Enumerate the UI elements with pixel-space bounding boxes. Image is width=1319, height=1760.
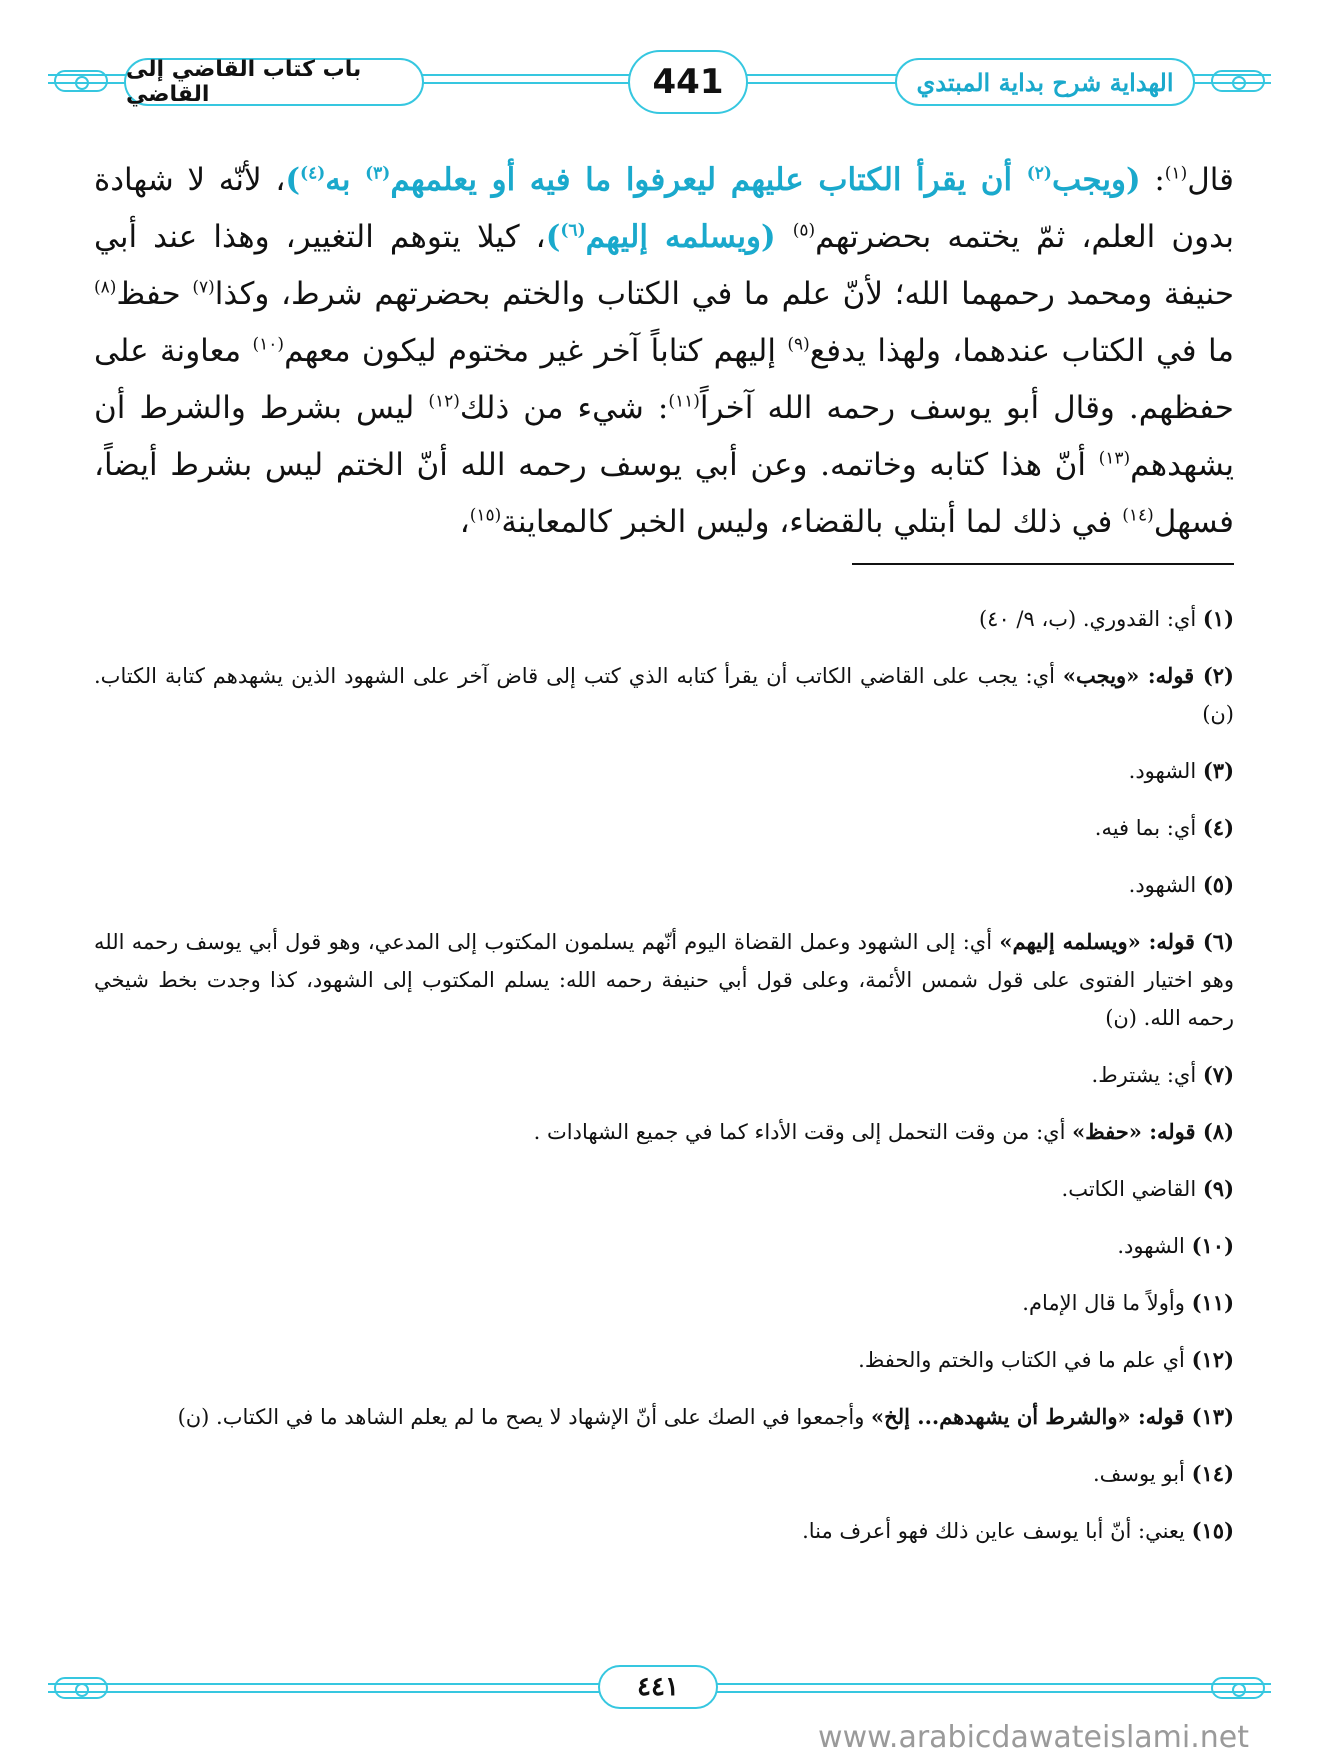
footnote [94, 1170, 1234, 1208]
matn-text: (ويسلمه إليهم [585, 219, 793, 255]
footnote-ref: (١٤) [1122, 505, 1154, 526]
footnote [94, 1398, 1234, 1436]
footnote [94, 752, 1234, 790]
footnote-text: أي: من وقت التحمل إلى وقت الأداء كما في جميع الشهادات . [533, 1120, 1073, 1144]
footnote-number: (٣) [1202, 758, 1234, 783]
footnote-text: الشهود. [1128, 759, 1203, 783]
website-watermark: www.arabicdawateislami.net [818, 1720, 1249, 1755]
footnote-lemma: قوله: «والشرط أن يشهدهم... إلخ» [871, 1404, 1192, 1429]
footnote-lemma: قوله: «حفظ» [1072, 1119, 1203, 1144]
footnote-ref: (٤) [300, 163, 326, 184]
footnote-number: (١٤) [1191, 1461, 1234, 1486]
footnote [94, 600, 1234, 638]
footnote-ref: (١٥) [469, 505, 502, 526]
ornament-icon [1211, 1677, 1265, 1699]
footnote-ref: (٨) [94, 277, 117, 298]
footnote-number: (٦) [1202, 929, 1235, 954]
text-run: أنّ هذا كتابه وخاتمه. وعن أبي يوسف رحمه الله أنّ الختم ليس بشرط أيضاً، فسهل [94, 447, 1234, 540]
footnote-text: أي: إلى الشهود وعمل القضاة اليوم أنّهم يسلمون المكتوب إلى المدعي، وهو قول أبي يوسف رحمه الله وهو اختيار الفتوى على قول شمس الأئمة، وعلى قول أبي حنيفة رحمه الله: يسلم المكتوب إلى الشهود، كذا وجدت بخط شيخي رحمه الله. (ن) [94, 930, 1234, 1030]
footnote [94, 1512, 1234, 1550]
matn-text: (ويجب [1051, 162, 1141, 198]
footnote-ref: (٢) [1026, 163, 1052, 184]
chapter-title: باب كتاب القاضي إلى القاضي [124, 58, 424, 106]
footnote-text: الشهود. [1128, 873, 1203, 897]
footnote-number: (٨) [1202, 1119, 1234, 1144]
footnote-number: (٥) [1202, 872, 1234, 897]
footnote-text: الشهود. [1117, 1234, 1192, 1258]
page-header [48, 48, 1271, 118]
footnotes [94, 600, 1234, 1569]
footnote [94, 1284, 1234, 1322]
text-run: معاونة على حفظهم. وقال أبو يوسف رحمه الله آخراً [94, 333, 1234, 426]
header-page-number: 441 [628, 50, 748, 114]
footnote [94, 1455, 1234, 1493]
text-run: ما في الكتاب عندهما، ولهذا يدفع [809, 333, 1234, 369]
footnote [94, 809, 1234, 847]
text-run: في ذلك لما أبتلي بالقضاء، وليس الخبر كالمعاينة [501, 504, 1123, 540]
footnote-number: (١٥) [1191, 1518, 1234, 1543]
footnote-ref: (١٠) [252, 334, 285, 355]
ornament-icon [1211, 70, 1265, 92]
text-run: حفظ [116, 276, 193, 312]
footnote-number: (١١) [1191, 1290, 1234, 1315]
footnote-lemma: قوله: «ويجب» [1062, 663, 1203, 688]
matn-text: أن يقرأ الكتاب عليهم ليعرفوا ما فيه أو يعلمهم [390, 162, 1027, 198]
footnote-ref: (٩) [787, 334, 810, 355]
footnote [94, 1113, 1234, 1151]
book-title: الهداية شرح بداية المبتدي [895, 58, 1195, 106]
text-run: : شيء من ذلك [459, 390, 669, 426]
footnote-text: أي علم ما في الكتاب والختم والحفظ. [858, 1348, 1192, 1372]
text-run: قال [1187, 162, 1234, 198]
footnote-ref: (١) [1164, 163, 1188, 184]
footnote-number: (٩) [1202, 1176, 1234, 1201]
footnote-ref: (٥) [792, 220, 816, 241]
footnote-text: أي: يجب على القاضي الكاتب أن يقرأ كتابه الذي كتب إلى قاض آخر على الشهود الذين يشهدهم كتابة الكتاب. (ن) [94, 664, 1234, 726]
footnote-text: يعني: أنّ أبا يوسف عاين ذلك فهو أعرف منا. [802, 1519, 1192, 1543]
footnote [94, 657, 1234, 733]
footnote-number: (١٣) [1191, 1404, 1234, 1429]
footnote-number: (١٠) [1191, 1233, 1234, 1258]
footnote [94, 1056, 1234, 1094]
footnote-number: (١) [1202, 606, 1234, 631]
footnote-number: (١٢) [1191, 1347, 1234, 1372]
text-run: ليس بشرط والشرط أن يشهدهم [94, 390, 1234, 483]
footnote-ref: (١٢) [428, 391, 460, 412]
ornament-icon [54, 70, 108, 92]
footnote-text: أي: يشترط. [1091, 1063, 1203, 1087]
text-run: ، كيلا يتوهم التغيير، وهذا عند أبي حنيفة ومحمد رحمهما الله؛ لأنّ علم ما في الكتاب والختم بحضرتهم شرط، وكذا [94, 219, 1235, 312]
footnote-text: أي: بما فيه. [1094, 816, 1203, 840]
footnote [94, 923, 1234, 1037]
ornament-icon [54, 1677, 108, 1699]
matn-text: به [325, 162, 366, 198]
footnote-ref: (٣) [365, 163, 391, 184]
footnote-text: أبو يوسف. [1092, 1462, 1192, 1486]
footnote-text: وأجمعوا في الصك على أنّ الإشهاد لا يصح ما لم يعلم الشاهد ما في الكتاب. (ن) [177, 1405, 872, 1429]
footnote-ref: (١٣) [1098, 448, 1131, 469]
footnote [94, 1227, 1234, 1265]
footer-page-number: ٤٤١ [598, 1665, 718, 1709]
text-run: إليهم كتاباً آخر غير مختوم ليكون معهم [284, 333, 788, 369]
footnote-number: (٧) [1202, 1062, 1234, 1087]
text-run: ، لأنّه لا شهادة بدون العلم، ثمّ يختمه بحضرتهم [94, 162, 1234, 255]
text-run: ، [459, 504, 470, 540]
matn-text: ) [545, 219, 561, 255]
footnote-ref: (١١) [668, 391, 700, 412]
main-paragraph [94, 152, 1234, 551]
footnote-lemma: قوله: «ويسلمه إليهم» [999, 929, 1203, 954]
footnote-separator [852, 563, 1234, 565]
matn-text: ) [285, 162, 301, 198]
footnote-number: (٤) [1202, 815, 1234, 840]
footnote [94, 1341, 1234, 1379]
main-text [94, 152, 1234, 551]
text-run: : [1140, 162, 1165, 198]
footnote-ref: (٦) [560, 220, 586, 241]
footnote [94, 866, 1234, 904]
footnote-text: وأولاً ما قال الإمام. [1022, 1291, 1192, 1315]
footnote-ref: (٧) [192, 277, 215, 298]
footnote-number: (٢) [1202, 663, 1234, 688]
footnote-text: أي: القدوري. (ب، ٩/ ٤٠) [978, 607, 1203, 631]
page-footer [48, 1665, 1271, 1711]
footnote-text: القاضي الكاتب. [1061, 1177, 1203, 1201]
